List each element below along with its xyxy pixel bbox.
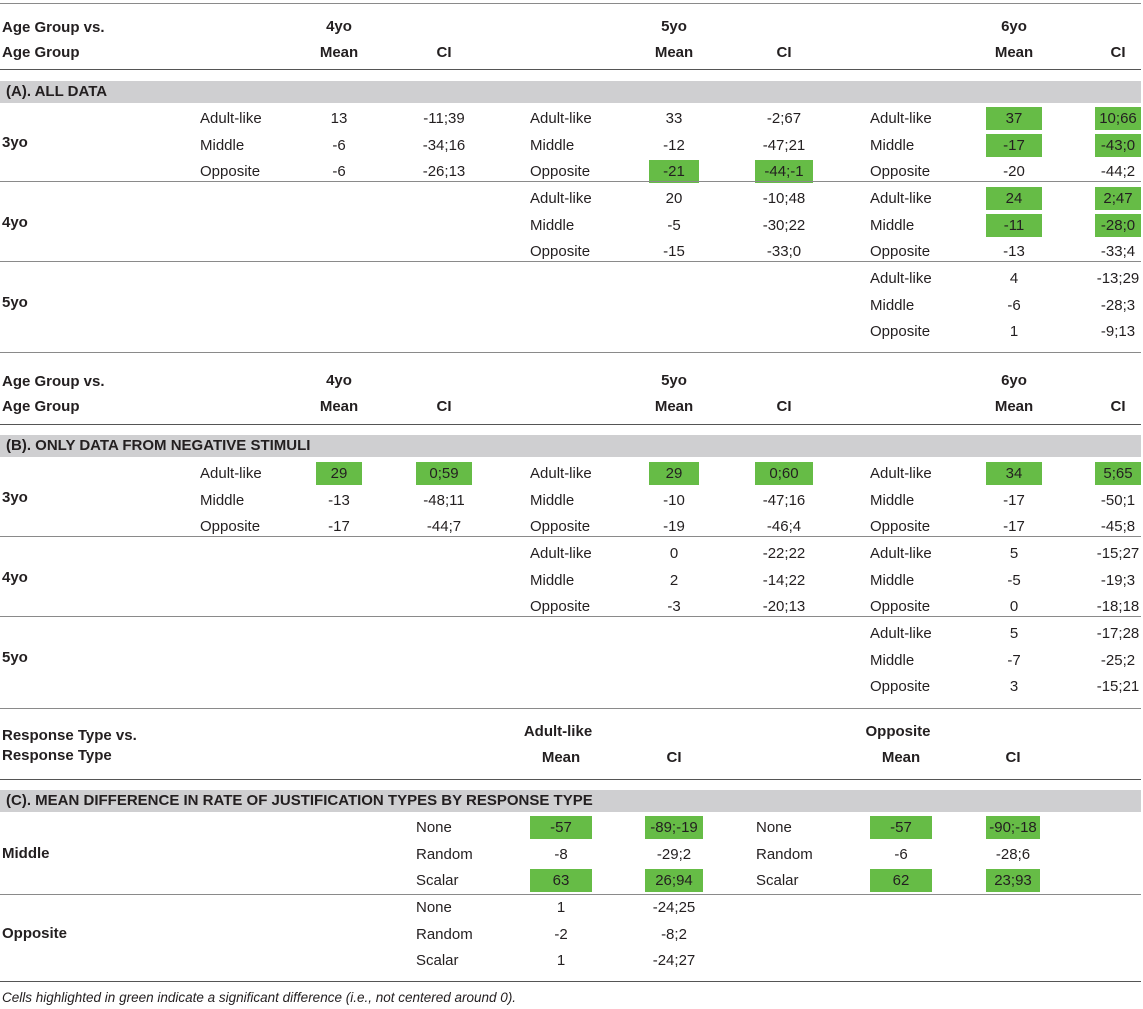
mean-value: 29	[665, 465, 683, 482]
header-line2: Response Type	[2, 747, 112, 764]
row-group-label: 4yo	[2, 568, 28, 586]
mean-value: -57	[550, 819, 572, 836]
ci-value: -8;2	[661, 925, 687, 943]
ci-value: -19;3	[1100, 571, 1136, 589]
ci-value: -22;22	[762, 545, 806, 562]
response-type-label: Opposite	[870, 518, 931, 535]
row-divider	[0, 3, 1141, 4]
row-divider	[0, 536, 1141, 537]
response-type-label: Middle	[530, 216, 575, 234]
mean-value: -8	[554, 845, 568, 863]
section-title: (C). MEAN DIFFERENCE IN RATE OF JUSTIFICATION TYPES BY RESPONSE TYPE	[6, 792, 593, 809]
mean-value: -19	[663, 518, 685, 535]
row-divider	[0, 894, 1141, 895]
ci-value: -47;21	[762, 136, 806, 154]
mean-value: -6	[332, 163, 346, 180]
header-line2: Age Group	[2, 44, 80, 61]
justification-type-label: Scalar	[756, 872, 799, 889]
response-type-label: Adult-like	[200, 110, 262, 127]
row-group-label: 3yo	[2, 133, 28, 151]
mean-value: -13	[1003, 243, 1025, 260]
response-type-label: Middle	[870, 296, 915, 314]
ci-value: -50;1	[1100, 491, 1136, 509]
response-type-label: Middle	[870, 491, 915, 509]
mean-value: 24	[1005, 190, 1023, 207]
ci-header: CI	[1110, 44, 1126, 61]
mean-header: Mean	[994, 44, 1034, 61]
mean-value: 2	[669, 571, 679, 589]
mean-value: -6	[894, 845, 908, 863]
response-type-label: Adult-like	[530, 110, 592, 127]
justification-type-label: None	[756, 819, 792, 836]
response-type-label: Middle	[200, 491, 245, 509]
mean-value: -5	[1007, 571, 1021, 589]
justification-type-label: Random	[416, 845, 473, 863]
ci-value: 23;93	[994, 872, 1032, 889]
mean-value: -3	[667, 598, 681, 615]
mean-value: -6	[332, 136, 346, 154]
mean-value: -2	[554, 925, 568, 943]
response-type-label: Adult-like	[200, 465, 262, 482]
mean-value: -6	[1007, 296, 1021, 314]
section-title: (B). ONLY DATA FROM NEGATIVE STIMULI	[6, 437, 311, 454]
justification-type-label: Random	[416, 925, 473, 943]
ci-value: -33;0	[766, 243, 802, 260]
mean-value: -12	[663, 136, 685, 154]
response-type-label: Opposite	[530, 598, 591, 615]
ci-value: -25;2	[1100, 651, 1136, 669]
mean-value: -15	[663, 243, 685, 260]
response-type-label: Adult-like	[870, 625, 932, 642]
row-divider	[0, 708, 1141, 709]
mean-header: Mean	[994, 398, 1034, 415]
row-group-label: 5yo	[2, 293, 28, 311]
justification-type-label: None	[416, 899, 452, 916]
mean-value: 34	[1005, 465, 1023, 482]
response-type-label: Middle	[870, 216, 915, 234]
mean-value: 1	[556, 952, 566, 969]
justification-type-label: Scalar	[416, 872, 459, 889]
ci-value: -24;25	[652, 899, 696, 916]
mean-header: Mean	[319, 44, 359, 61]
response-type-label: Adult-like	[530, 190, 592, 207]
mean-value: -57	[890, 819, 912, 836]
ci-value: -44;2	[1100, 163, 1136, 180]
ci-value: 5;65	[1103, 465, 1133, 482]
response-type-label: Middle	[530, 571, 575, 589]
ci-value: -14;22	[762, 571, 806, 589]
row-group-label: 5yo	[2, 648, 28, 666]
response-group-header: Adult-like	[523, 723, 593, 740]
ci-value: -18;18	[1096, 598, 1140, 615]
ci-value: -33;4	[1100, 243, 1136, 260]
ci-value: -24;27	[652, 952, 696, 969]
row-group-label: Middle	[2, 845, 50, 862]
row-group-label: 4yo	[2, 213, 28, 231]
response-type-label: Middle	[200, 136, 245, 154]
response-type-label: Opposite	[200, 163, 261, 180]
response-type-label: Adult-like	[870, 110, 932, 127]
mean-value: 5	[1009, 625, 1019, 642]
mean-value: -17	[328, 518, 350, 535]
response-type-label: Middle	[530, 491, 575, 509]
ci-value: -15;21	[1096, 678, 1140, 695]
ci-header: CI	[436, 44, 452, 61]
ci-value: -44;7	[426, 518, 462, 535]
age-group-header: 5yo	[661, 18, 687, 35]
ci-header: CI	[776, 398, 792, 415]
ci-value: -48;11	[423, 491, 465, 509]
mean-value: 63	[552, 872, 570, 889]
mean-value: 1	[1009, 323, 1019, 340]
response-type-label: Opposite	[200, 518, 261, 535]
ci-value: -11;39	[423, 110, 465, 127]
response-type-label: Adult-like	[530, 465, 592, 482]
mean-header: Mean	[881, 749, 921, 766]
response-type-label: Opposite	[870, 243, 931, 260]
age-group-header: 4yo	[326, 372, 352, 389]
ci-value: -10;48	[762, 190, 806, 207]
response-type-label: Adult-like	[870, 465, 932, 482]
mean-value: -13	[328, 491, 350, 509]
response-type-label: Opposite	[530, 163, 591, 180]
age-group-header: 6yo	[1001, 18, 1027, 35]
ci-value: -43;0	[1100, 136, 1136, 154]
response-type-label: Opposite	[870, 678, 931, 695]
header-line1: Age Group vs.	[2, 19, 105, 36]
response-type-label: Adult-like	[870, 270, 932, 287]
ci-value: -17;28	[1096, 625, 1140, 642]
mean-value: 33	[665, 110, 683, 127]
ci-value: -89;-19	[650, 819, 698, 836]
justification-type-label: Scalar	[416, 952, 459, 969]
mean-header: Mean	[319, 398, 359, 415]
mean-header: Mean	[654, 44, 694, 61]
section-bar	[0, 790, 1141, 812]
mean-value: -17	[1003, 491, 1025, 509]
ci-value: -28;6	[995, 845, 1031, 863]
response-type-label: Adult-like	[870, 545, 932, 562]
response-type-label: Middle	[870, 651, 915, 669]
response-type-label: Middle	[870, 571, 915, 589]
response-type-label: Opposite	[530, 243, 591, 260]
mean-value: 37	[1005, 110, 1023, 127]
row-divider	[0, 352, 1141, 353]
mean-value: -11	[1003, 216, 1025, 234]
ci-value: -28;0	[1100, 216, 1136, 234]
justification-type-label: Random	[756, 845, 813, 863]
age-group-header: 6yo	[1001, 372, 1027, 389]
ci-header: CI	[436, 398, 452, 415]
row-divider	[0, 261, 1141, 262]
mean-value: 4	[1009, 270, 1019, 287]
row-divider	[0, 779, 1141, 780]
mean-value: -20	[1003, 163, 1025, 180]
ci-value: -30;22	[762, 216, 806, 234]
ci-value: 10;66	[1099, 110, 1137, 127]
mean-value: 1	[556, 899, 566, 916]
ci-header: CI	[666, 749, 682, 766]
ci-value: 0;59	[429, 465, 459, 482]
header-line1: Age Group vs.	[2, 373, 105, 390]
section-bar	[0, 435, 1141, 457]
mean-value: 13	[330, 110, 348, 127]
response-type-label: Opposite	[530, 518, 591, 535]
mean-value: 62	[892, 872, 910, 889]
response-type-label: Adult-like	[530, 545, 592, 562]
ci-value: -28;3	[1100, 296, 1136, 314]
header-line2: Age Group	[2, 398, 80, 415]
mean-value: 0	[1009, 598, 1019, 615]
row-divider	[0, 181, 1141, 182]
ci-value: -26;13	[422, 163, 466, 180]
mean-header: Mean	[541, 749, 581, 766]
mean-value: -10	[663, 491, 685, 509]
ci-header: CI	[1005, 749, 1021, 766]
ci-value: -20;13	[762, 598, 806, 615]
ci-value: -9;13	[1100, 323, 1136, 340]
mean-value: -7	[1007, 651, 1021, 669]
mean-value: -5	[667, 216, 681, 234]
ci-value: -2;67	[766, 110, 802, 127]
ci-header: CI	[1110, 398, 1126, 415]
response-type-label: Opposite	[870, 323, 931, 340]
ci-value: 2;47	[1103, 190, 1133, 207]
mean-value: 5	[1009, 545, 1019, 562]
mean-value: -17	[1003, 136, 1025, 154]
row-divider	[0, 424, 1141, 425]
justification-type-label: None	[416, 819, 452, 836]
row-group-label: 3yo	[2, 488, 28, 506]
mean-value: 29	[330, 465, 348, 482]
response-group-header: Opposite	[865, 723, 931, 740]
age-group-header: 5yo	[661, 372, 687, 389]
response-type-label: Adult-like	[870, 190, 932, 207]
ci-value: -45;8	[1100, 518, 1136, 535]
table-footnote: Cells highlighted in green indicate a significant difference (i.e., not centered around 0).	[2, 990, 517, 1005]
mean-value: 3	[1009, 678, 1019, 695]
response-type-label: Middle	[870, 136, 915, 154]
mean-value: 0	[669, 545, 679, 562]
header-line1: Response Type vs.	[2, 727, 137, 744]
section-bar	[0, 81, 1141, 103]
ci-value: -29;2	[656, 845, 692, 863]
ci-value: 26;94	[655, 872, 693, 889]
ci-value: -47;16	[762, 491, 806, 509]
ci-value: -46;4	[766, 518, 802, 535]
section-title: (A). ALL DATA	[6, 83, 108, 100]
row-group-label: Opposite	[2, 925, 68, 942]
ci-value: 0;60	[769, 465, 799, 482]
mean-value: -17	[1003, 518, 1025, 535]
ci-value: -34;16	[422, 136, 466, 154]
response-type-label: Opposite	[870, 163, 931, 180]
ci-value: -44;-1	[764, 163, 804, 180]
ci-value: -15;27	[1096, 545, 1140, 562]
mean-value: 20	[665, 190, 683, 207]
response-type-label: Middle	[530, 136, 575, 154]
mean-header: Mean	[654, 398, 694, 415]
ci-value: -90;-18	[989, 819, 1037, 836]
mean-value: -21	[663, 163, 685, 180]
response-type-label: Opposite	[870, 598, 931, 615]
ci-value: -13;29	[1096, 270, 1140, 287]
age-group-header: 4yo	[326, 18, 352, 35]
row-divider	[0, 616, 1141, 617]
row-divider	[0, 69, 1141, 70]
ci-header: CI	[776, 44, 792, 61]
row-divider	[0, 981, 1141, 982]
